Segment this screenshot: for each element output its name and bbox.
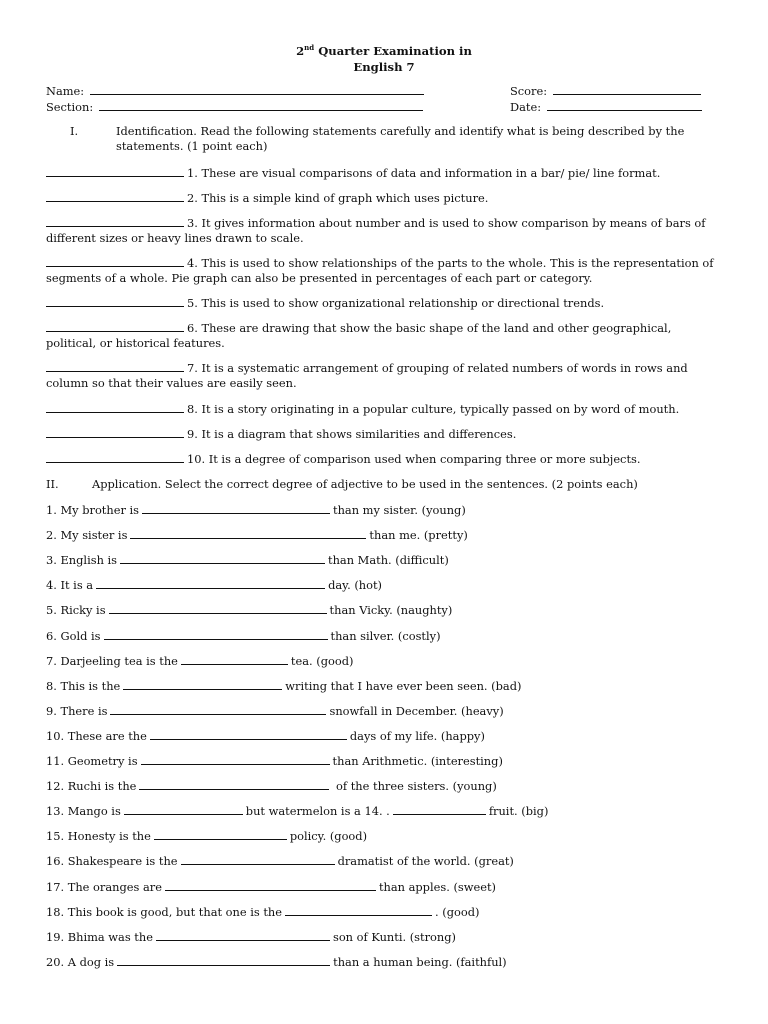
sentence-end: than Math. (difficult) <box>328 553 449 568</box>
sentence-start: 3. English is <box>46 553 118 568</box>
answer-blank[interactable] <box>46 426 184 438</box>
part1-item-2 <box>46 190 722 206</box>
date-blank[interactable] <box>547 99 702 111</box>
title-quarter: 2nd Quarter Examination in <box>296 43 472 58</box>
part2-item <box>46 879 496 895</box>
sentence-end: than apples. (sweet) <box>378 879 496 894</box>
part2-item <box>46 728 485 744</box>
sentence-start: 2. My sister is <box>46 528 128 543</box>
part1-item-3 <box>46 215 722 246</box>
item-text: 5. This is used to show organizational relationship or directional trends. <box>187 296 605 310</box>
adjective-blank[interactable] <box>150 728 347 740</box>
sentence-end: than silver. (costly) <box>330 628 441 643</box>
sentence-start: 13. Mango is <box>46 804 121 819</box>
part1-item-4 <box>46 255 722 286</box>
part1-instructions <box>46 124 722 154</box>
part1-item-7 <box>46 360 722 391</box>
part1-item-5 <box>46 295 722 311</box>
answer-blank[interactable] <box>46 255 184 267</box>
sentence-start: 5. Ricky is <box>46 603 106 618</box>
part2-item <box>46 527 468 543</box>
exam-title <box>46 43 722 75</box>
part2-item <box>46 954 507 970</box>
score-label: Score: <box>510 84 548 98</box>
item-text: 6. These are drawing that show the basic shape of the land and other geographical, political, or historical features. <box>46 321 672 350</box>
sentence-start: 16. Shakespeare is the <box>46 854 178 869</box>
name-label: Name: <box>46 84 85 98</box>
header-row-name <box>46 83 722 98</box>
section-blank[interactable] <box>99 99 423 111</box>
adjective-blank[interactable] <box>117 954 330 966</box>
part2-item <box>46 653 353 669</box>
part2-instructions <box>46 477 722 492</box>
sentence-end: than my sister. (young) <box>333 503 466 517</box>
score-blank[interactable] <box>553 83 701 95</box>
adjective-blank[interactable] <box>181 653 288 665</box>
date-label: Date: <box>510 100 542 114</box>
part2-item <box>46 703 504 719</box>
part2-text: Application. Select the correct degree of adjective to be used in the sentences. (2 points each) <box>92 477 638 491</box>
sentence-start: 7. Darjeeling tea is the <box>46 653 178 668</box>
part1-text: Identification. Read the following statements carefully and identify what is being described by the statements. (1 point each) <box>116 124 685 153</box>
part2-numeral: II. <box>46 477 59 491</box>
sentence-end: than Arithmetic. (interesting) <box>332 754 503 768</box>
sentence-end: dramatist of the world. (great) <box>337 854 514 869</box>
adjective-blank[interactable] <box>130 527 366 539</box>
sentence-end: than Vicky. (naughty) <box>329 603 453 618</box>
part2-item <box>46 828 367 844</box>
item-text: 8. It is a story originating in a popular culture, typically passed on by word of mouth. <box>187 402 680 416</box>
adjective-blank[interactable] <box>109 602 327 614</box>
part2-item <box>46 602 452 618</box>
adjective-blank[interactable] <box>124 803 243 815</box>
answer-blank[interactable] <box>46 295 184 307</box>
part2-item <box>46 929 456 945</box>
part2-item <box>46 628 441 644</box>
title-subject: English 7 <box>353 60 415 74</box>
sentence-end: day. (hot) <box>328 578 382 593</box>
part1-item-6 <box>46 320 722 351</box>
name-blank[interactable] <box>90 83 424 95</box>
header-row-section <box>46 99 722 114</box>
sentence-end: son of Kunti. (strong) <box>332 929 456 944</box>
sentence-end: fruit. (big) <box>488 804 549 819</box>
sentence-end: snowfall in December. (heavy) <box>329 703 504 718</box>
part2-item <box>46 853 514 869</box>
adjective-blank[interactable] <box>165 879 376 891</box>
sentence-start: 6. Gold is <box>46 628 101 643</box>
sentence-end: policy. (good) <box>289 829 368 844</box>
item-text: 9. It is a diagram that shows similarities and differences. <box>187 427 517 441</box>
answer-blank[interactable] <box>46 360 184 372</box>
item-text: 4. This is used to show relationships of the parts to the whole. This is the representation of segments of a whole. Pie graph can also be presented in percentages of each part or category. <box>46 256 714 285</box>
sentence-middle: but watermelon is a 14. . <box>245 804 390 819</box>
sentence-start: 8. This is the <box>46 678 121 693</box>
item-text: 10. It is a degree of comparison used when comparing three or more subjects. <box>187 452 641 466</box>
adjective-blank[interactable] <box>156 929 330 941</box>
sentence-end: . (good) <box>435 904 480 919</box>
sentence-start: 19. Bhima was the <box>46 929 153 944</box>
sentence-start: 18. This book is good, but that one is the <box>46 904 283 919</box>
item-text: 2. This is a simple kind of graph which uses picture. <box>187 191 489 205</box>
part1-numeral: I. <box>70 124 79 138</box>
item-text: 3. It gives information about number and is used to show comparison by means of bars of different sizes or heavy lines drawn to scale. <box>46 216 706 245</box>
answer-blank[interactable] <box>46 320 184 332</box>
section-label: Section: <box>46 100 94 114</box>
adjective-blank[interactable] <box>139 778 329 790</box>
sentence-end: of the three sisters. (young) <box>332 779 497 794</box>
sentence-end: than a human being. (faithful) <box>333 954 507 969</box>
part1-item-1 <box>46 165 722 181</box>
item-text: 1. These are visual comparisons of data and information in a bar/ pie/ line format. <box>187 166 661 180</box>
sentence-start: 17. The oranges are <box>46 879 162 894</box>
part2-item <box>46 753 503 769</box>
part1-item-10 <box>46 451 722 467</box>
part1-item-9 <box>46 426 722 442</box>
sentence-start: 4. It is a <box>46 578 94 593</box>
sentence-end: writing that I have ever been seen. (bad) <box>285 678 522 693</box>
part2-item <box>46 577 382 593</box>
answer-blank[interactable] <box>46 451 184 463</box>
adjective-blank[interactable] <box>154 828 287 840</box>
adjective-blank[interactable] <box>120 552 325 564</box>
part2-item <box>46 502 466 518</box>
adjective-blank[interactable] <box>285 904 432 916</box>
adjective-blank[interactable] <box>104 628 328 640</box>
answer-blank[interactable] <box>46 165 184 177</box>
sentence-start: 9. There is <box>46 703 108 718</box>
sentence-start: 10. These are the <box>46 728 147 743</box>
answer-blank[interactable] <box>46 215 184 227</box>
adjective-blank[interactable] <box>110 703 326 715</box>
part2-item <box>46 552 449 568</box>
adjective-blank[interactable] <box>393 803 486 815</box>
sentence-start: 11. Geometry is <box>46 754 138 768</box>
adjective-blank[interactable] <box>141 753 330 765</box>
adjective-blank[interactable] <box>96 577 325 589</box>
sentence-start: 1. My brother is <box>46 503 140 517</box>
adjective-blank[interactable] <box>123 678 282 690</box>
adjective-blank[interactable] <box>181 853 335 865</box>
item-text: 7. It is a systematic arrangement of grouping of related numbers of words in rows and column so that their values are easily seen. <box>46 361 688 390</box>
adjective-blank[interactable] <box>142 502 330 514</box>
part1-item-8 <box>46 401 722 417</box>
sentence-start: 20. A dog is <box>46 954 115 969</box>
answer-blank[interactable] <box>46 401 184 413</box>
part2-item <box>46 678 521 694</box>
sentence-end: than me. (pretty) <box>369 528 468 543</box>
part2-item <box>46 803 548 819</box>
part2-item <box>46 904 479 920</box>
sentence-end: days of my life. (happy) <box>349 728 485 743</box>
sentence-start: 12. Ruchi is the <box>46 779 137 794</box>
answer-blank[interactable] <box>46 190 184 202</box>
part2-item <box>46 778 497 794</box>
sentence-end: tea. (good) <box>290 653 354 668</box>
sentence-start: 15. Honesty is the <box>46 829 151 844</box>
